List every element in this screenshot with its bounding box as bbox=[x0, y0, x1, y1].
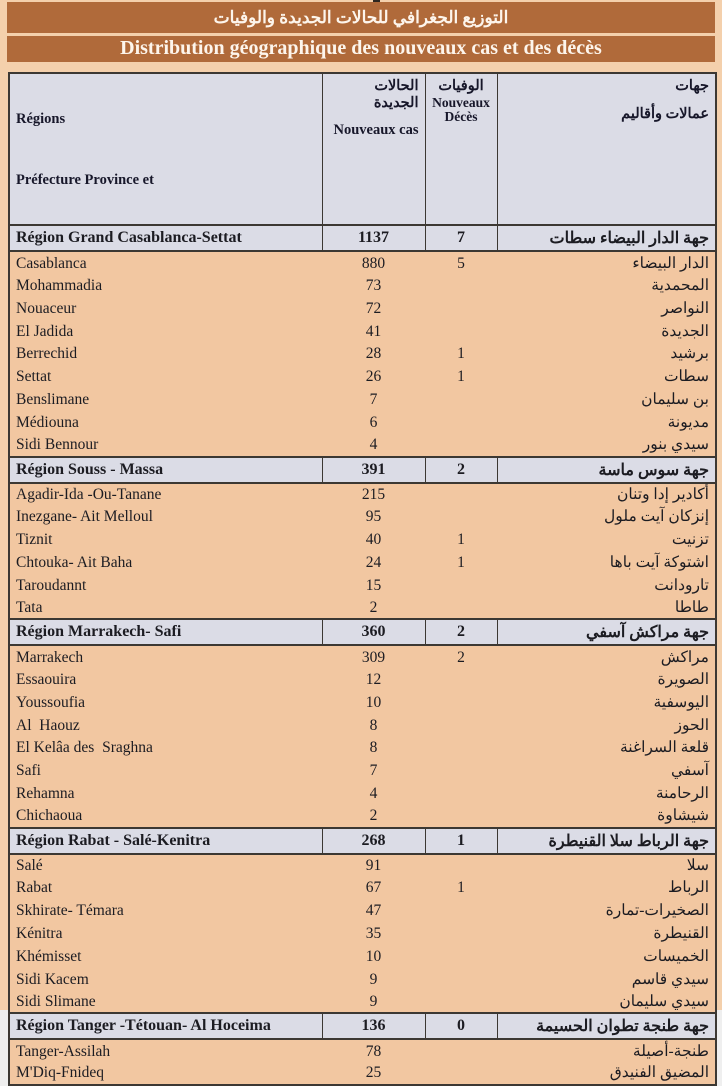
province-row bbox=[9, 714, 716, 737]
province-row bbox=[9, 528, 716, 551]
region-summary-row bbox=[9, 457, 716, 483]
province-name-ar: سيدي سليمان bbox=[497, 990, 716, 1013]
province-name-fr: Agadir-Ida -Ou-Tanane bbox=[9, 483, 322, 506]
province-name-ar: الجديدة bbox=[497, 320, 716, 343]
province-new-deaths bbox=[425, 691, 497, 714]
province-name-fr: Taroudannt bbox=[9, 574, 322, 597]
province-name-ar: الرباط bbox=[497, 877, 716, 900]
col-header-new-cases bbox=[322, 73, 425, 225]
col-header-regions bbox=[9, 73, 322, 225]
province-new-deaths bbox=[425, 968, 497, 991]
province-new-cases: 28 bbox=[322, 343, 425, 366]
province-new-deaths bbox=[425, 990, 497, 1013]
province-name-ar: النواصر bbox=[497, 297, 716, 320]
table-header-row bbox=[9, 73, 716, 225]
province-new-cases: 91 bbox=[322, 854, 425, 877]
province-new-deaths bbox=[425, 737, 497, 760]
province-row bbox=[9, 297, 716, 320]
province-new-deaths: 2 bbox=[425, 645, 497, 668]
province-name-ar: تزنيت bbox=[497, 528, 716, 551]
province-new-cases: 309 bbox=[322, 645, 425, 668]
province-name-fr: Safi bbox=[9, 759, 322, 782]
col-header-regions-ar-line1: جهات bbox=[675, 78, 709, 94]
province-new-cases: 9 bbox=[322, 968, 425, 991]
province-new-deaths bbox=[425, 668, 497, 691]
province-new-deaths bbox=[425, 782, 497, 805]
col-header-regions-ar-line2: عمالات وأقاليم bbox=[621, 105, 709, 122]
province-new-deaths bbox=[425, 1039, 497, 1062]
province-row bbox=[9, 343, 716, 366]
province-new-cases: 4 bbox=[322, 434, 425, 457]
region-new-deaths: 2 bbox=[425, 619, 497, 645]
region-new-cases: 1137 bbox=[322, 225, 425, 251]
region-summary-row bbox=[9, 619, 716, 645]
province-row bbox=[9, 365, 716, 388]
province-new-deaths bbox=[425, 505, 497, 528]
province-row bbox=[9, 1039, 716, 1062]
province-new-deaths: 5 bbox=[425, 251, 497, 274]
region-name-fr: Région Tanger -Tétouan- Al Hoceima bbox=[9, 1013, 322, 1039]
province-row bbox=[9, 505, 716, 528]
province-name-fr: Kénitra bbox=[9, 922, 322, 945]
province-new-cases: 2 bbox=[322, 597, 425, 620]
province-name-fr: El Kelâa des Sraghna bbox=[9, 737, 322, 760]
col-header-new-cases-ar: الحالات الجديدة bbox=[373, 78, 419, 111]
region-new-deaths: 2 bbox=[425, 457, 497, 483]
province-new-cases: 72 bbox=[322, 297, 425, 320]
province-name-ar: برشيد bbox=[497, 343, 716, 366]
province-name-ar: الدار البيضاء bbox=[497, 251, 716, 274]
province-row bbox=[9, 922, 716, 945]
title-french: Distribution géographique des nouveaux cas et des décès bbox=[7, 36, 715, 62]
province-name-ar: القنيطرة bbox=[497, 922, 716, 945]
province-row bbox=[9, 434, 716, 457]
province-row bbox=[9, 968, 716, 991]
province-row bbox=[9, 782, 716, 805]
province-new-deaths bbox=[425, 411, 497, 434]
province-name-ar: سلا bbox=[497, 854, 716, 877]
province-name-fr: El Jadida bbox=[9, 320, 322, 343]
province-name-fr: M'Diq-Fnideq bbox=[9, 1062, 322, 1085]
region-new-cases: 391 bbox=[322, 457, 425, 483]
province-name-ar: آسفي bbox=[497, 759, 716, 782]
province-new-deaths: 1 bbox=[425, 365, 497, 388]
province-new-deaths bbox=[425, 574, 497, 597]
province-name-ar: قلعة السراغنة bbox=[497, 737, 716, 760]
province-row bbox=[9, 1062, 716, 1085]
province-new-deaths: 1 bbox=[425, 551, 497, 574]
province-new-deaths bbox=[425, 597, 497, 620]
province-name-fr: Skhirate- Témara bbox=[9, 899, 322, 922]
region-new-deaths: 7 bbox=[425, 225, 497, 251]
province-new-cases: 10 bbox=[322, 691, 425, 714]
province-new-cases: 40 bbox=[322, 528, 425, 551]
province-name-ar: المحمدية bbox=[497, 274, 716, 297]
province-name-ar: سطات bbox=[497, 365, 716, 388]
province-new-cases: 8 bbox=[322, 737, 425, 760]
province-new-cases: 215 bbox=[322, 483, 425, 506]
province-name-ar: الصخيرات-تمارة bbox=[497, 899, 716, 922]
province-name-fr: Essaouira bbox=[9, 668, 322, 691]
province-new-deaths bbox=[425, 899, 497, 922]
province-new-cases: 95 bbox=[322, 505, 425, 528]
province-new-deaths bbox=[425, 854, 497, 877]
province-new-cases: 880 bbox=[322, 251, 425, 274]
province-new-cases: 73 bbox=[322, 274, 425, 297]
province-name-fr: Khémisset bbox=[9, 945, 322, 968]
col-header-regions-line1: Régions bbox=[16, 111, 66, 128]
province-name-ar: الرحامنة bbox=[497, 782, 716, 805]
province-row bbox=[9, 759, 716, 782]
province-name-fr: Sidi Kacem bbox=[9, 968, 322, 991]
region-name-ar: جهة مراكش آسفي bbox=[497, 619, 716, 645]
province-row bbox=[9, 805, 716, 828]
col-header-regions-ar bbox=[497, 73, 716, 225]
province-new-cases: 8 bbox=[322, 714, 425, 737]
province-row bbox=[9, 899, 716, 922]
province-name-fr: Casablanca bbox=[9, 251, 322, 274]
province-new-cases: 67 bbox=[322, 877, 425, 900]
region-name-ar: جهة طنجة تطوان الحسيمة bbox=[497, 1013, 716, 1039]
province-name-ar: شيشاوة bbox=[497, 805, 716, 828]
province-new-deaths: 1 bbox=[425, 877, 497, 900]
province-row bbox=[9, 945, 716, 968]
province-new-cases: 12 bbox=[322, 668, 425, 691]
province-name-ar: الصويرة bbox=[497, 668, 716, 691]
region-new-deaths: 0 bbox=[425, 1013, 497, 1039]
province-name-fr: Rehamna bbox=[9, 782, 322, 805]
province-row bbox=[9, 737, 716, 760]
distribution-table bbox=[8, 72, 717, 1086]
province-new-cases: 7 bbox=[322, 388, 425, 411]
province-new-deaths: 1 bbox=[425, 343, 497, 366]
province-new-cases: 2 bbox=[322, 805, 425, 828]
province-name-ar: أكادير إدا وتنان bbox=[497, 483, 716, 506]
province-name-ar: سيدي بنور bbox=[497, 434, 716, 457]
province-name-fr: Médiouna bbox=[9, 411, 322, 434]
province-name-ar: طنجة-أصيلة bbox=[497, 1039, 716, 1062]
province-name-fr: Chichaoua bbox=[9, 805, 322, 828]
province-new-cases: 35 bbox=[322, 922, 425, 945]
province-name-fr: Marrakech bbox=[9, 645, 322, 668]
province-new-cases: 47 bbox=[322, 899, 425, 922]
province-new-cases: 78 bbox=[322, 1039, 425, 1062]
province-name-fr: Sidi Bennour bbox=[9, 434, 322, 457]
province-new-deaths bbox=[425, 274, 497, 297]
province-row bbox=[9, 645, 716, 668]
province-name-ar: مراكش bbox=[497, 645, 716, 668]
col-header-new-cases-fr: Nouveaux cas bbox=[333, 122, 419, 139]
region-name-fr: Région Grand Casablanca-Settat bbox=[9, 225, 322, 251]
province-row bbox=[9, 854, 716, 877]
province-new-deaths bbox=[425, 483, 497, 506]
province-row bbox=[9, 691, 716, 714]
province-name-fr: Tata bbox=[9, 597, 322, 620]
region-name-ar: جهة الدار البيضاء سطات bbox=[497, 225, 716, 251]
province-new-deaths bbox=[425, 714, 497, 737]
province-row bbox=[9, 574, 716, 597]
province-name-fr: Rabat bbox=[9, 877, 322, 900]
region-name-fr: Région Marrakech- Safi bbox=[9, 619, 322, 645]
province-row bbox=[9, 668, 716, 691]
region-name-fr: Région Souss - Massa bbox=[9, 457, 322, 483]
province-name-fr: Inezgane- Ait Melloul bbox=[9, 505, 322, 528]
region-summary-row bbox=[9, 1013, 716, 1039]
province-name-fr: Mohammadia bbox=[9, 274, 322, 297]
province-new-deaths bbox=[425, 805, 497, 828]
region-new-cases: 360 bbox=[322, 619, 425, 645]
region-new-deaths: 1 bbox=[425, 828, 497, 854]
province-new-deaths bbox=[425, 388, 497, 411]
province-new-deaths bbox=[425, 1062, 497, 1085]
province-row bbox=[9, 551, 716, 574]
province-name-fr: Chtouka- Ait Baha bbox=[9, 551, 322, 574]
province-name-ar: تارودانت bbox=[497, 574, 716, 597]
region-name-ar: جهة الرباط سلا القنيطرة bbox=[497, 828, 716, 854]
province-new-cases: 41 bbox=[322, 320, 425, 343]
title-arabic: التوزيع الجغرافي للحالات الجديدة والوفيات bbox=[7, 2, 715, 33]
province-row bbox=[9, 990, 716, 1013]
province-row bbox=[9, 320, 716, 343]
col-header-new-deaths-fr: Nouveaux Décès bbox=[432, 94, 490, 124]
province-new-cases: 24 bbox=[322, 551, 425, 574]
province-name-fr: Tanger-Assilah bbox=[9, 1039, 322, 1062]
province-new-deaths bbox=[425, 434, 497, 457]
province-name-fr: Nouaceur bbox=[9, 297, 322, 320]
province-name-fr: Salé bbox=[9, 854, 322, 877]
province-row bbox=[9, 877, 716, 900]
region-name-ar: جهة سوس ماسة bbox=[497, 457, 716, 483]
province-new-deaths bbox=[425, 945, 497, 968]
province-name-ar: اليوسفية bbox=[497, 691, 716, 714]
province-new-deaths bbox=[425, 922, 497, 945]
region-summary-row bbox=[9, 225, 716, 251]
province-new-cases: 10 bbox=[322, 945, 425, 968]
province-new-cases: 7 bbox=[322, 759, 425, 782]
province-name-fr: Youssoufia bbox=[9, 691, 322, 714]
province-name-ar: بن سليمان bbox=[497, 388, 716, 411]
table-body bbox=[9, 225, 716, 1085]
province-row bbox=[9, 274, 716, 297]
province-name-fr: Benslimane bbox=[9, 388, 322, 411]
province-new-cases: 9 bbox=[322, 990, 425, 1013]
province-name-fr: Sidi Slimane bbox=[9, 990, 322, 1013]
province-new-cases: 4 bbox=[322, 782, 425, 805]
province-name-ar: سيدي قاسم bbox=[497, 968, 716, 991]
province-new-cases: 26 bbox=[322, 365, 425, 388]
region-name-fr: Région Rabat - Salé-Kenitra bbox=[9, 828, 322, 854]
province-new-deaths bbox=[425, 320, 497, 343]
province-name-ar: طاطا bbox=[497, 597, 716, 620]
province-name-ar: إنزكان آيت ملول bbox=[497, 505, 716, 528]
province-row bbox=[9, 251, 716, 274]
province-new-cases: 6 bbox=[322, 411, 425, 434]
province-name-fr: Al Haouz bbox=[9, 714, 322, 737]
col-header-regions-line2: Préfecture Province et bbox=[16, 172, 154, 189]
province-row bbox=[9, 597, 716, 620]
province-name-ar: اشتوكة آيت باها bbox=[497, 551, 716, 574]
province-new-deaths: 1 bbox=[425, 528, 497, 551]
province-row bbox=[9, 483, 716, 506]
region-new-cases: 268 bbox=[322, 828, 425, 854]
province-new-cases: 15 bbox=[322, 574, 425, 597]
province-new-deaths bbox=[425, 297, 497, 320]
province-name-ar: المضيق الفنيدق bbox=[497, 1062, 716, 1085]
province-name-ar: مديونة bbox=[497, 411, 716, 434]
region-summary-row bbox=[9, 828, 716, 854]
region-new-cases: 136 bbox=[322, 1013, 425, 1039]
province-row bbox=[9, 388, 716, 411]
province-name-ar: الحوز bbox=[497, 714, 716, 737]
province-name-fr: Tiznit bbox=[9, 528, 322, 551]
province-name-fr: Berrechid bbox=[9, 343, 322, 366]
province-new-cases: 25 bbox=[322, 1062, 425, 1085]
province-name-fr: Settat bbox=[9, 365, 322, 388]
col-header-new-deaths bbox=[425, 73, 497, 225]
province-row bbox=[9, 411, 716, 434]
province-new-deaths bbox=[425, 759, 497, 782]
col-header-new-deaths-ar: الوفيات bbox=[438, 78, 484, 94]
province-name-ar: الخميسات bbox=[497, 945, 716, 968]
